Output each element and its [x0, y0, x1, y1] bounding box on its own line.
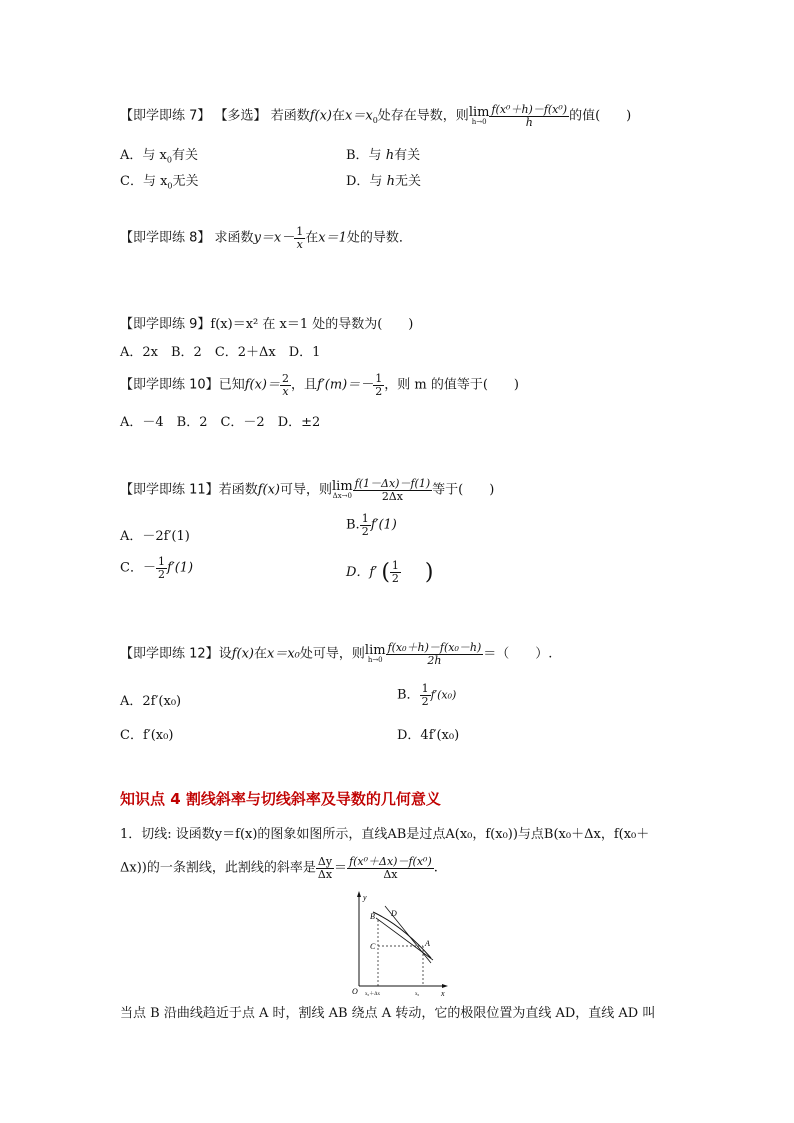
q7-option-b: B．与 h有关 [346, 148, 421, 163]
p1-fraction-1: $\frac{\Delta y}{\Delta x}$ [317, 855, 333, 881]
q10-options: A．－4 B．2 C．－2 D．±2 [120, 415, 321, 430]
q7-line [120, 104, 631, 128]
q7-text1: 若函数 [270, 108, 310, 124]
q7-fx: f(x) [309, 108, 333, 124]
tick-label-1: x₀＋Δx [365, 992, 380, 997]
curve [373, 912, 431, 958]
label-D: D [391, 909, 397, 918]
q12-option-b: B． $\frac{1}{2}$ f′(x₀) [397, 682, 457, 708]
q7-lim: lim h→0 [468, 105, 490, 127]
q7-option-a: A．与 $x_0$有关 [120, 148, 198, 165]
q11-option-d: D．f′ ( $\frac{1}{2}$ ) [346, 559, 434, 585]
tick-label-2: x₀ [415, 992, 420, 997]
q8-line: 【即学即练 8】 求函数y＝x－ $\frac{1}{x}$ 在x＝1处的导数． [120, 225, 412, 251]
q12-option-c: C．f′(x₀) [120, 728, 174, 743]
label-x: x [441, 989, 445, 998]
q11-option-b: B. $\frac{1}{2}$ f′(1) [346, 512, 397, 538]
q12-lim: lim h→0 [364, 643, 386, 665]
x-axis-arrow [442, 984, 448, 988]
q7-cond: x＝x [345, 108, 373, 124]
q10-line: 【即学即练 10】已知f(x)＝ $\frac{2}{x}$ ，且f′(m)＝－ $\frac{1}{2}$ ，则 m 的值等于( ) [120, 372, 519, 398]
q11-tag: 【即学即练 11】 [120, 482, 219, 498]
q12-option-d: D．4f′(x₀) [397, 728, 460, 743]
q7-cond-sub: 0 [372, 116, 378, 126]
label-B: B [370, 912, 375, 921]
q12-option-a: A．2f′(x₀) [120, 694, 182, 709]
q7-text2: 在 [332, 108, 346, 124]
q8-tag: 【即学即练 8】 [120, 230, 211, 246]
q12-line: 【即学即练 12】设f(x)在x＝x₀处可导，则 lim h→0 $\frac{\text{f(x₀＋h)－f(x₀－h)}}{2h}$ ＝（ ）. [120, 641, 553, 667]
p1-line2: Δx))的一条割线，此割线的斜率是 $\frac{\Delta y}{\Delta x}$ ＝ $\frac{\text{f(x⁰＋Δx)－f(x⁰)}}{\Delta x}$ . [120, 855, 438, 881]
q9-line [120, 313, 413, 332]
q11-option-c: C．－ $\frac{1}{2}$ f′(1) [120, 555, 194, 581]
q8-fraction: $\frac{1}{x}$ [296, 225, 304, 251]
q9-options: A．2x B．2 C．2＋Δx D．1 [120, 345, 321, 360]
q7-tag-multi: 【多选】 [214, 108, 267, 124]
y-axis-arrow [357, 891, 361, 897]
q11-lim: lim Δx→0 [332, 479, 353, 501]
q7-tail: 的值( ) [569, 108, 632, 124]
q11-line: 【即学即练 11】若函数f(x)可导，则 lim Δx→0 $\frac{f(1-\Delta x)-f(1)}{2\Delta x}$ 等于( ) [120, 477, 495, 503]
secant-tangent-figure [343, 888, 453, 998]
q11-option-a: A．－2f′(1) [120, 529, 190, 544]
q7-text3: 处存在导数，则 [377, 108, 469, 124]
label-A: A [425, 939, 430, 948]
q7-fraction: $\frac{\text{f(x⁰＋h)－f(x⁰)}}{h}$ [491, 103, 568, 129]
q7-option-c: C．与 $x_0$无关 [120, 174, 199, 191]
q11-fraction: $\frac{f(1-\Delta x)-f(1)}{2\Delta x}$ [354, 477, 431, 503]
p2-line: 当点 B 沿曲线趋近于点 A 时，割线 AB 绕点 A 转动，它的极限位置为直线 AD，直线 AD 叫 [120, 1006, 656, 1021]
q10-fraction-2: $\frac{1}{2}$ [375, 372, 383, 398]
label-C: C [370, 942, 376, 951]
label-y: y [363, 893, 367, 902]
q7-tag: 【即学即练 7】 [120, 108, 211, 124]
q12-fraction: $\frac{\text{f(x₀＋h)－f(x₀－h)}}{2h}$ [387, 641, 482, 667]
p1-line1: 1．切线: 设函数y＝f(x)的图象如图所示，直线AB是过点A(x₀，f(x₀))与点B(x₀＋Δx，f(x₀＋ [120, 827, 650, 842]
q9-tag: 【即学即练 9】 [120, 317, 211, 332]
q10-tag: 【即学即练 10】 [120, 377, 219, 393]
p1-fraction-2: $\frac{\text{f(x⁰＋Δx)－f(x⁰)}}{\Delta x}$ [349, 855, 432, 881]
q7-option-d: D．与 h无关 [346, 174, 421, 189]
q10-fraction-1: $\frac{2}{x}$ [282, 372, 289, 398]
section-heading: 知识点 4 割线斜率与切线斜率及导数的几何意义 [120, 790, 441, 808]
label-origin: O [352, 987, 358, 996]
q12-tag: 【即学即练 12】 [120, 646, 219, 662]
q9-text: f(x)＝x² 在 x＝1 处的导数为( ) [210, 317, 414, 332]
